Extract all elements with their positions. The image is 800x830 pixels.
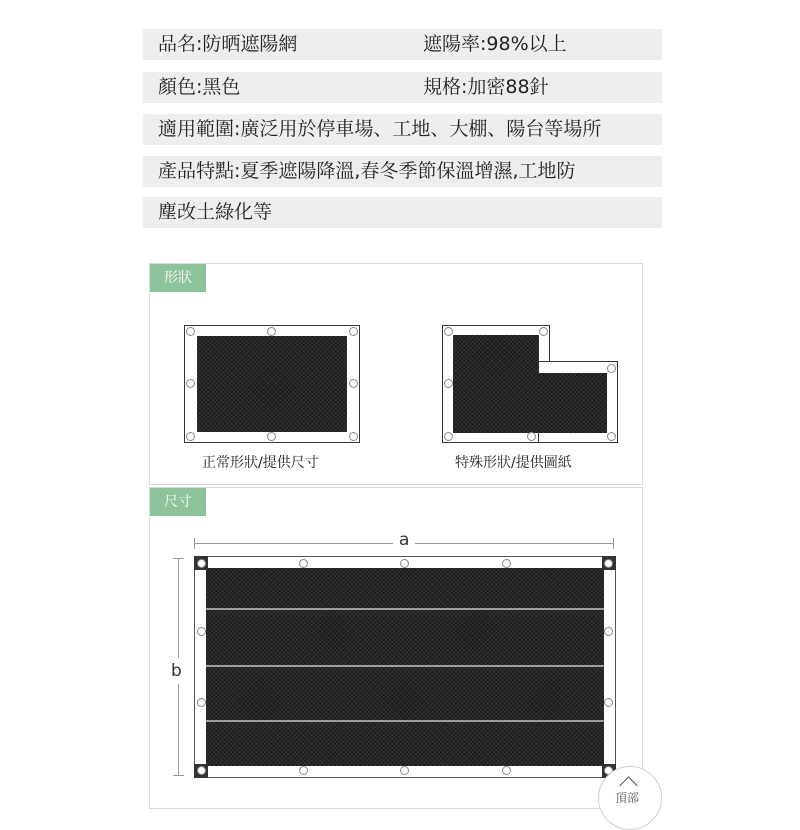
back-to-top-label: 頂部 — [615, 791, 640, 805]
spec-row-usage — [143, 114, 662, 145]
spec-usage: 適用範圍:廣泛用於停車場、工地、大棚、陽台等場所 — [158, 118, 602, 140]
normal-shape-illustration — [184, 325, 360, 443]
spec-row-name-rate — [143, 29, 662, 60]
spec-row-features-cont — [143, 197, 662, 228]
size-card — [149, 487, 643, 809]
size-tag: 尺寸 — [150, 488, 206, 516]
shape-card — [149, 263, 643, 485]
shape-tag: 形狀 — [150, 264, 206, 292]
back-to-top-button[interactable] — [598, 766, 662, 830]
spec-shade-rate: 遮陽率:98%以上 — [423, 33, 567, 55]
spec-product-name: 品名:防晒遮陽網 — [158, 33, 298, 55]
height-label: b — [171, 658, 182, 684]
spec-row-features — [143, 156, 662, 187]
normal-shape-caption: 正常形狀/提供尺寸 — [202, 455, 319, 471]
spec-color: 顏色:黑色 — [158, 76, 241, 98]
width-label: a — [393, 530, 415, 550]
spec-specification: 規格:加密88針 — [423, 76, 549, 98]
special-shape-caption: 特殊形狀/提供圖紙 — [455, 455, 572, 471]
net-size-illustration — [194, 556, 616, 778]
spec-features-cont: 塵改土綠化等 — [158, 201, 273, 223]
spec-row-color-spec — [143, 72, 662, 103]
special-shape-illustration — [442, 325, 618, 443]
spec-features: 產品特點:夏季遮陽降溫,春冬季節保溫增濕,工地防 — [158, 160, 576, 182]
